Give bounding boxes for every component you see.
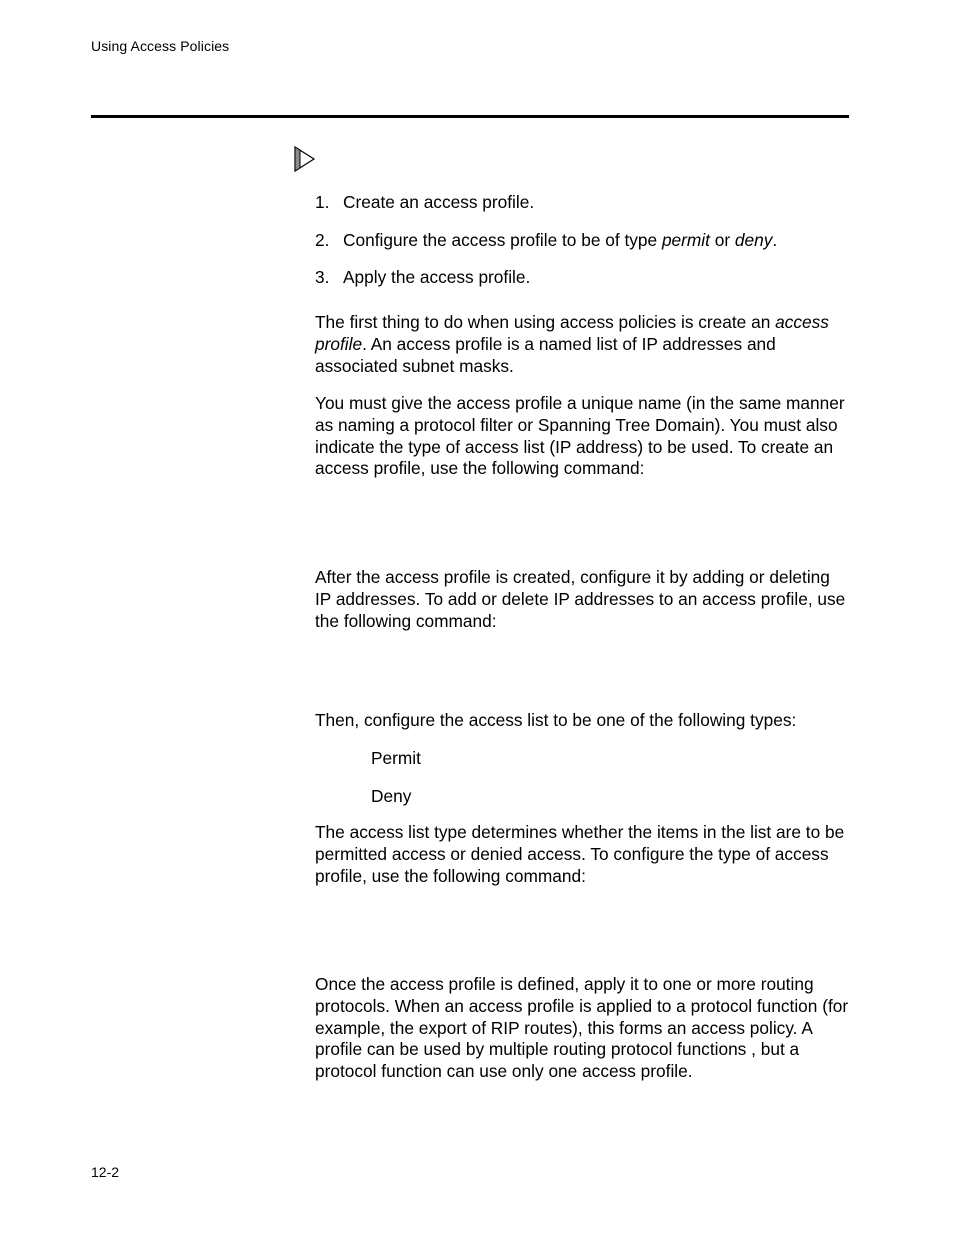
list-item: 3. Apply the access profile. xyxy=(315,267,531,287)
procedure-arrow-icon xyxy=(293,145,317,173)
running-header: Using Access Policies xyxy=(91,38,230,54)
paragraph-types: Then, configure the access list to be one of the following types: xyxy=(315,710,797,730)
list-item-permit: Permit xyxy=(371,748,421,768)
paragraph-create: You must give the access profile a unique name (in the same manner as naming a protocol filter or Spanning Tree Domain). You must also indicate the type of access list (IP address) to be used. To create an access profile, use the following command: xyxy=(315,393,845,479)
page-number: 12-2 xyxy=(91,1164,120,1180)
paragraph-type: The access list type determines whether the items in the list are to be permitted access or denied access. To configure the type of access profile, use the following command: xyxy=(315,822,845,886)
list-item: 1. Create an access profile. xyxy=(315,192,535,212)
list-item: 2. Configure the access profile to be of type permit or deny. xyxy=(315,230,778,250)
paragraph-configure: After the access profile is created, configure it by adding or deleting IP addresses. To add or delete IP addresses to an access profile, use the following command: xyxy=(315,567,846,631)
paragraph-apply: Once the access profile is defined, apply it to one or more routing protocols. When an access profile is applied to a protocol function (for example, the export of RIP routes), this forms an access policy. A profile can be used by multiple routing protocol functions , but a protocol function can use only one access profile. xyxy=(315,974,849,1082)
header-rule xyxy=(91,115,849,118)
list-item-deny: Deny xyxy=(371,786,412,806)
paragraph-intro: The first thing to do when using access policies is create an access profile. An access profile is a named list of IP addresses and associated subnet masks. xyxy=(315,312,829,376)
